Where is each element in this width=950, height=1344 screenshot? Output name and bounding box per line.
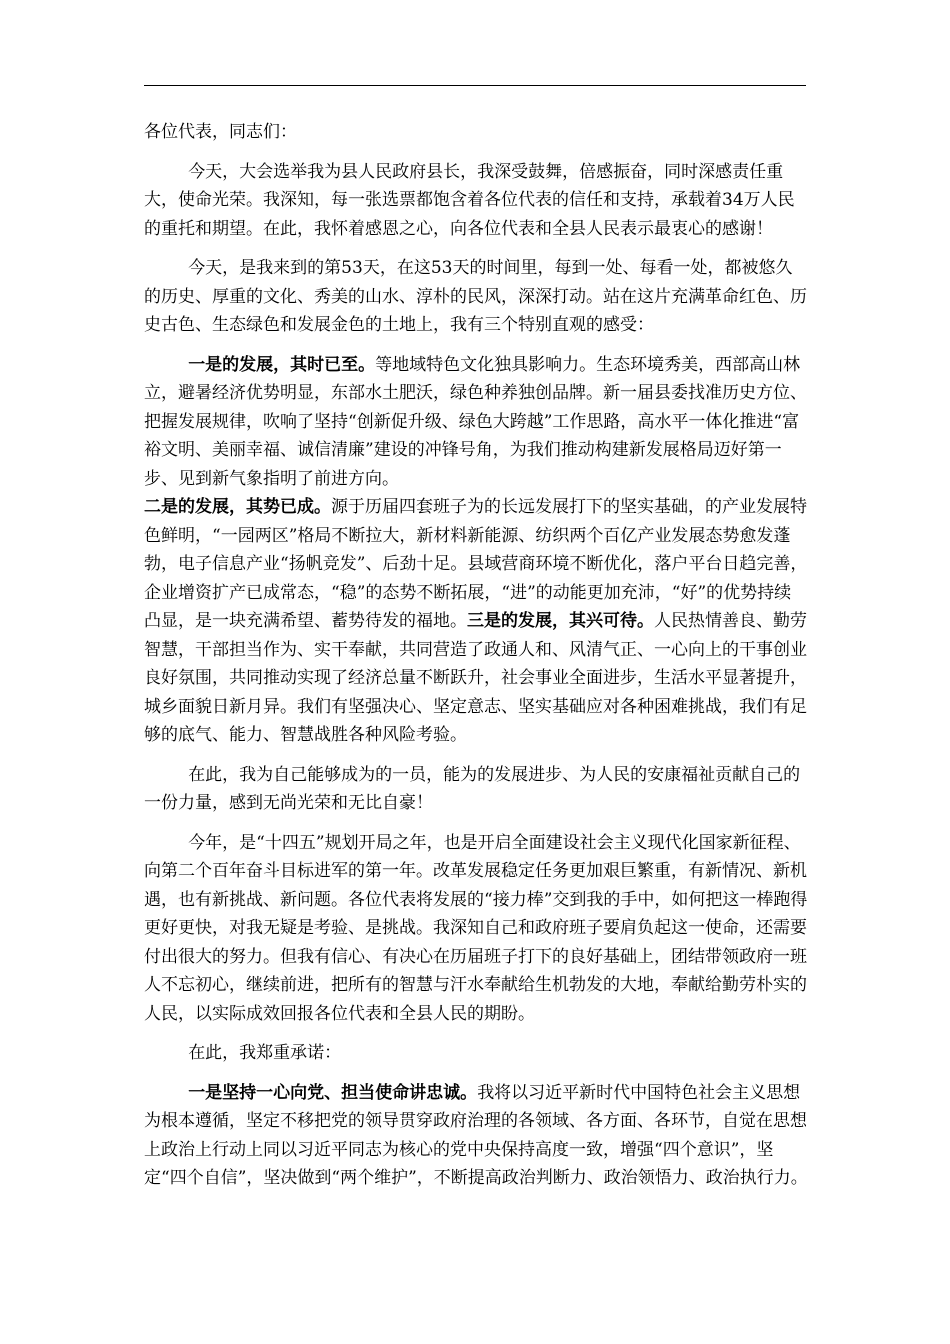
point-1-heading: 一是的发展，其时已至。: [188, 354, 376, 375]
point-1-text: 等地域特色文化独具影响力。生态环境秀美，西部高山林立，避暑经济优势明显，东部水土肥沃，绿色种养独创品牌。新一届县委找准历史方位、把握发展规律，吹响了坚持“创新促升级、绿色大跨越”工作思路，高水平一体化推进“富裕文明、美丽幸福、诚信清廉”建设的冲锋号角，为我们推动构建新发展格局迈好第一步、见到新气象指明了前进方向。: [144, 354, 807, 489]
paragraph-6: 在此，我郑重承诺：: [188, 1043, 342, 1063]
paragraph-3a: [144, 351, 808, 494]
pledge-1-text: 我将以习近平新时代中国特色社会主义思想为根本遵循，坚定不移把党的领导贯穿政府治理的各领域、各方面、各环节，自觉在思想上政治上行动上同以习近平同志为核心的党中央保持高度一致，增强“四个意识”，坚定“四个自信”，坚决做到“两个维护”，不断提高政治判断力、政治领悟力、政治执行力。: [144, 1082, 808, 1188]
point-3-text: 人民热情善良、勤劳智慧，干部担当作为、实干奉献，共同营造了政通人和、风清气正、一心向上的干事创业良好氛围，共同推动实现了经济总量不断跃升，社会事业全面进步，生活水平显著提升，城乡面貌日新月异。我们有坚强决心、坚定意志、坚实基础应对各种困难挑战，我们有足够的底气、能力、智慧战胜各种风险考验。: [144, 611, 807, 745]
point-2-text: 源于历届四套班子为的长远发展打下的坚实基础，的产业发展特色鲜明，“一园两区”格局不断拉大，新材料新能源、纺织两个百亿产业发展态势愈发蓬勃，电子信息产业“扬帆竞发”、后劲十足。县域营商环境不断优化，落户平台日趋完善，企业增资扩产已成常态，“稳”的态势不断拓展，“进”的动能更加充沛，“好”的优势持续凸显，是一块充满希望、蓄势待发的福地。: [144, 497, 808, 631]
pledge-1-heading: 一是坚持一心向党、担当使命讲忠诚。: [188, 1082, 478, 1103]
paragraph-4: 在此，我为自己能够成为的一员，能为的发展进步、为人民的安康福祉贡献自己的一份力量，感到无尚光荣和无比自豪！: [144, 764, 801, 813]
paragraph-2: 今天，是我来到的第53天，在这53天的时间里，每到一处、每看一处，都被悠久的历史、厚重的文化、秀美的山水、淳朴的民风，深深打动。站在这片充满革命红色、历史古色、生态绿色和发展金色的土地上，我有三个特别直观的感受：: [144, 258, 807, 335]
paragraph-1: 今天，大会选举我为县人民政府县长，我深受鼓舞，倍感振奋，同时深感责任重大，使命光荣。我深知，每一张选票都饱含着各位代表的信任和支持，承载着34万人民的重托和期望。在此，我怀着感恩之心，向各位代表和全县人民表示最衷心的感谢！: [144, 161, 795, 239]
paragraph-3b: [144, 493, 808, 750]
paragraph-5: 今年，是“十四五”规划开局之年，也是开启全面建设社会主义现代化国家新征程、向第二个百年奋斗目标进军的第一年。改革发展稳定任务更加艰巨繁重，有新情况、新机遇，也有新挑战、新问题。各位代表将发展的“接力棒”交到我的手中，如何把这一棒跑得更好更快，对我无疑是考验、是挑战。我深知自己和政府班子要肩负起这一使命，还需要付出很大的努力。但我有信心、有决心在历届班子打下的良好基础上，团结带领政府一班人不忘初心，继续前进，把所有的智慧与汗水奉献给生机勃发的大地，奉献给勤劳朴实的人民，以实际成效回报各位代表和全县人民的期盼。: [144, 832, 808, 1024]
document-body: [144, 118, 808, 1204]
point-3-heading: 三是的发展，其兴可待。: [467, 611, 654, 631]
paragraph-7: [144, 1079, 808, 1193]
header-rule: [144, 85, 806, 86]
point-2-heading: 二是的发展，其势已成。: [144, 497, 331, 517]
salutation: 各位代表，同志们：: [144, 122, 297, 142]
